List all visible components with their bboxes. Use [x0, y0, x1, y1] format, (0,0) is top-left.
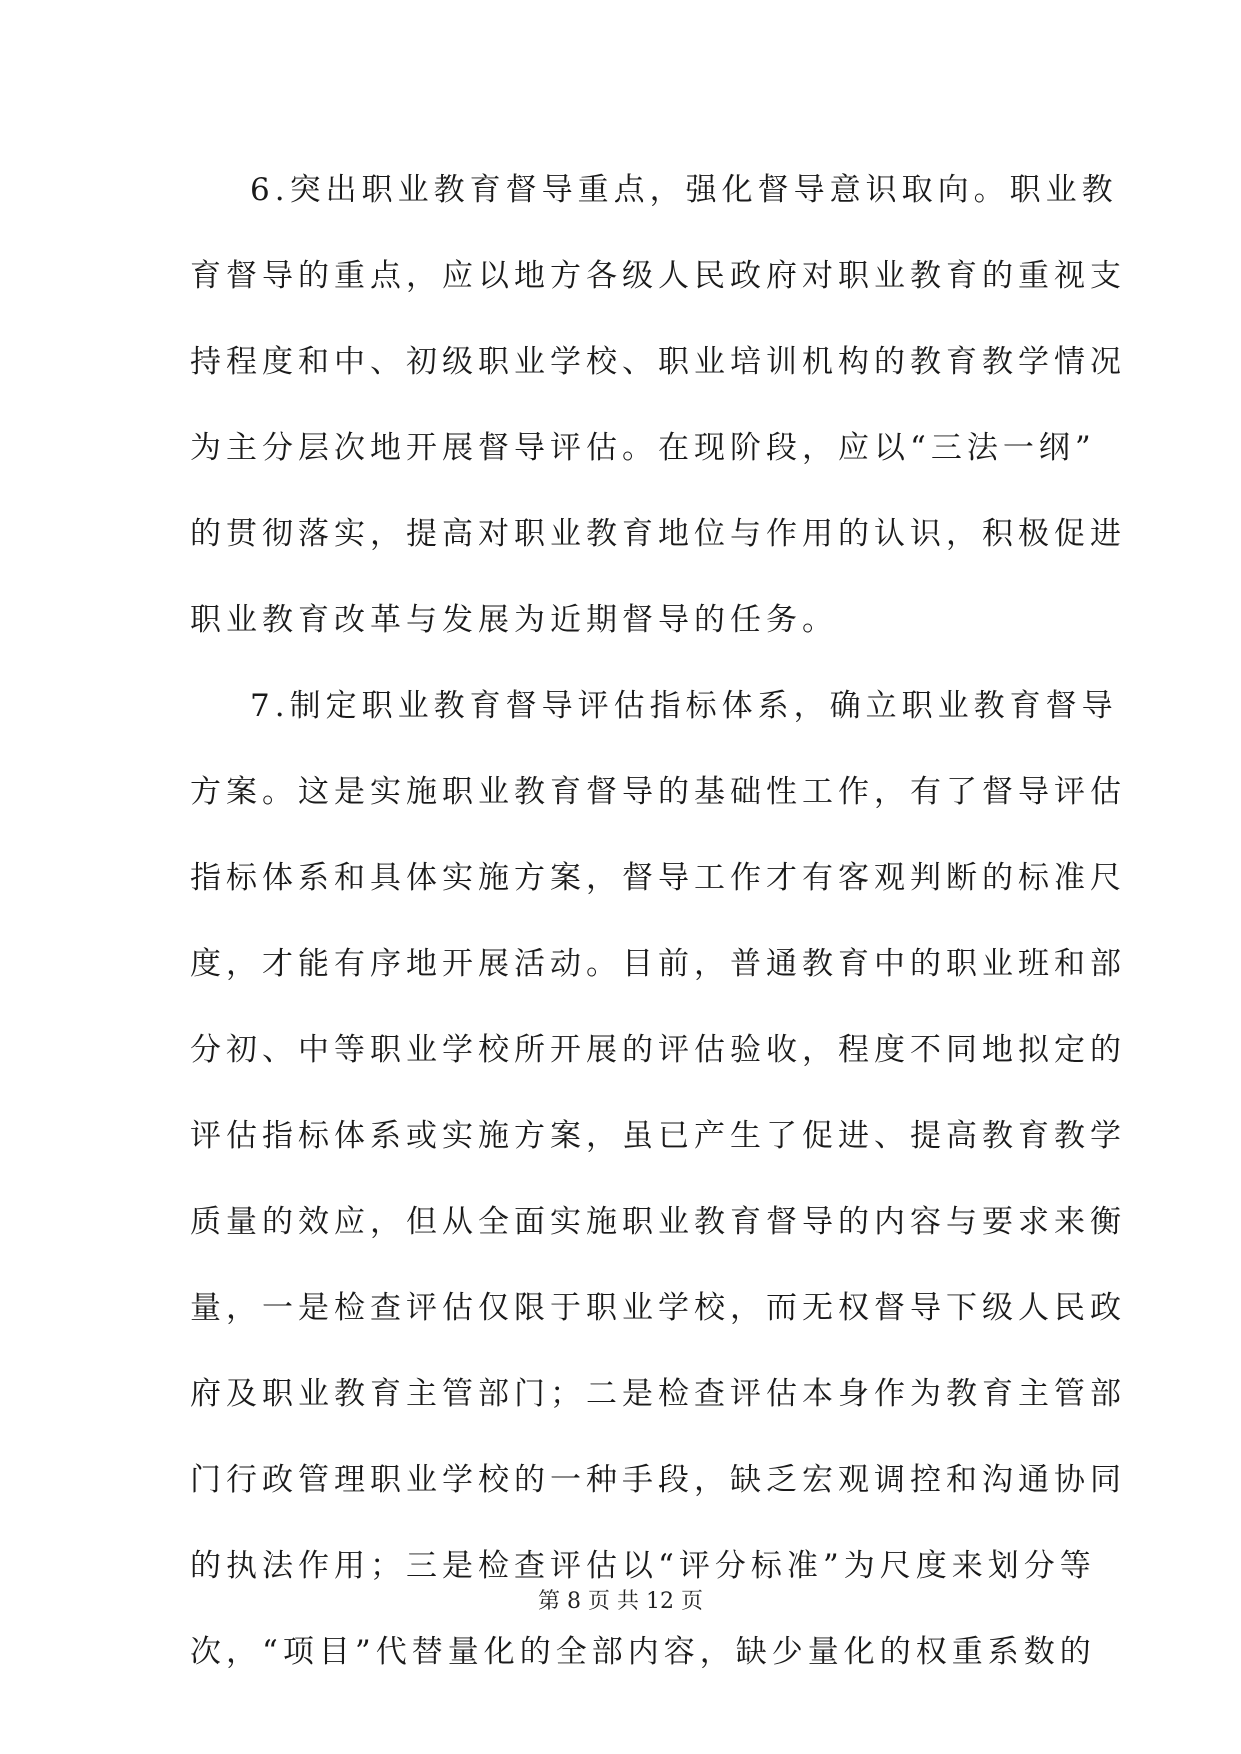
paragraph-7-line-9: 府及职业教育主管部门；二是检查评估本身作为教育主管部 — [190, 1376, 1126, 1412]
paragraph-7-line-10: 门行政管理职业学校的一种手段，缺乏宏观调控和沟通协同 — [190, 1462, 1126, 1498]
paragraph-7-line-12: 次，“项目”代替量化的全部内容，缺少量化的权重系数的 — [190, 1634, 1096, 1670]
paragraph-7-line-7: 质量的效应，但从全面实施职业教育督导的内容与要求来衡 — [190, 1204, 1126, 1240]
paragraph-6-line-2: 育督导的重点，应以地方各级人民政府对职业教育的重视支 — [190, 258, 1126, 294]
paragraph-7-line-3: 指标体系和具体实施方案，督导工作才有客观判断的标准尺 — [190, 860, 1126, 896]
paragraph-6-line-3: 持程度和中、初级职业学校、职业培训机构的教育教学情况 — [190, 344, 1126, 380]
paragraph-6-line-5: 的贯彻落实，提高对职业教育地位与作用的认识，积极促进 — [190, 516, 1126, 552]
paragraph-7-line-11: 的执法作用；三是检查评估以“评分标准”为尺度来划分等 — [190, 1548, 1096, 1584]
paragraph-7-line-6: 评估指标体系或实施方案，虽已产生了促进、提高教育教学 — [190, 1118, 1126, 1154]
paragraph-7-line-1: 7.制定职业教育督导评估指标体系，确立职业教育督导 — [250, 688, 1118, 724]
paragraph-7-line-8: 量，一是检查评估仅限于职业学校，而无权督导下级人民政 — [190, 1290, 1126, 1326]
paragraph-6-line-6: 职业教育改革与发展为近期督导的任务。 — [190, 602, 838, 638]
paragraph-7-line-4: 度，才能有序地开展活动。目前，普通教育中的职业班和部 — [190, 946, 1126, 982]
paragraph-7-line-2: 方案。这是实施职业教育督导的基础性工作，有了督导评估 — [190, 774, 1126, 810]
paragraph-6-line-4: 为主分层次地开展督导评估。在现阶段，应以“三法一纲” — [190, 430, 1096, 466]
page-number-label: 第 8 页 共 12 页 — [538, 1589, 703, 1614]
paragraph-7-line-5: 分初、中等职业学校所开展的评估验收，程度不同地拟定的 — [190, 1032, 1126, 1068]
document-body — [190, 158, 1126, 1706]
page-footer — [0, 1584, 1241, 1615]
paragraph-6-line-1: 6.突出职业教育督导重点，强化督导意识取向。职业教 — [250, 172, 1118, 208]
